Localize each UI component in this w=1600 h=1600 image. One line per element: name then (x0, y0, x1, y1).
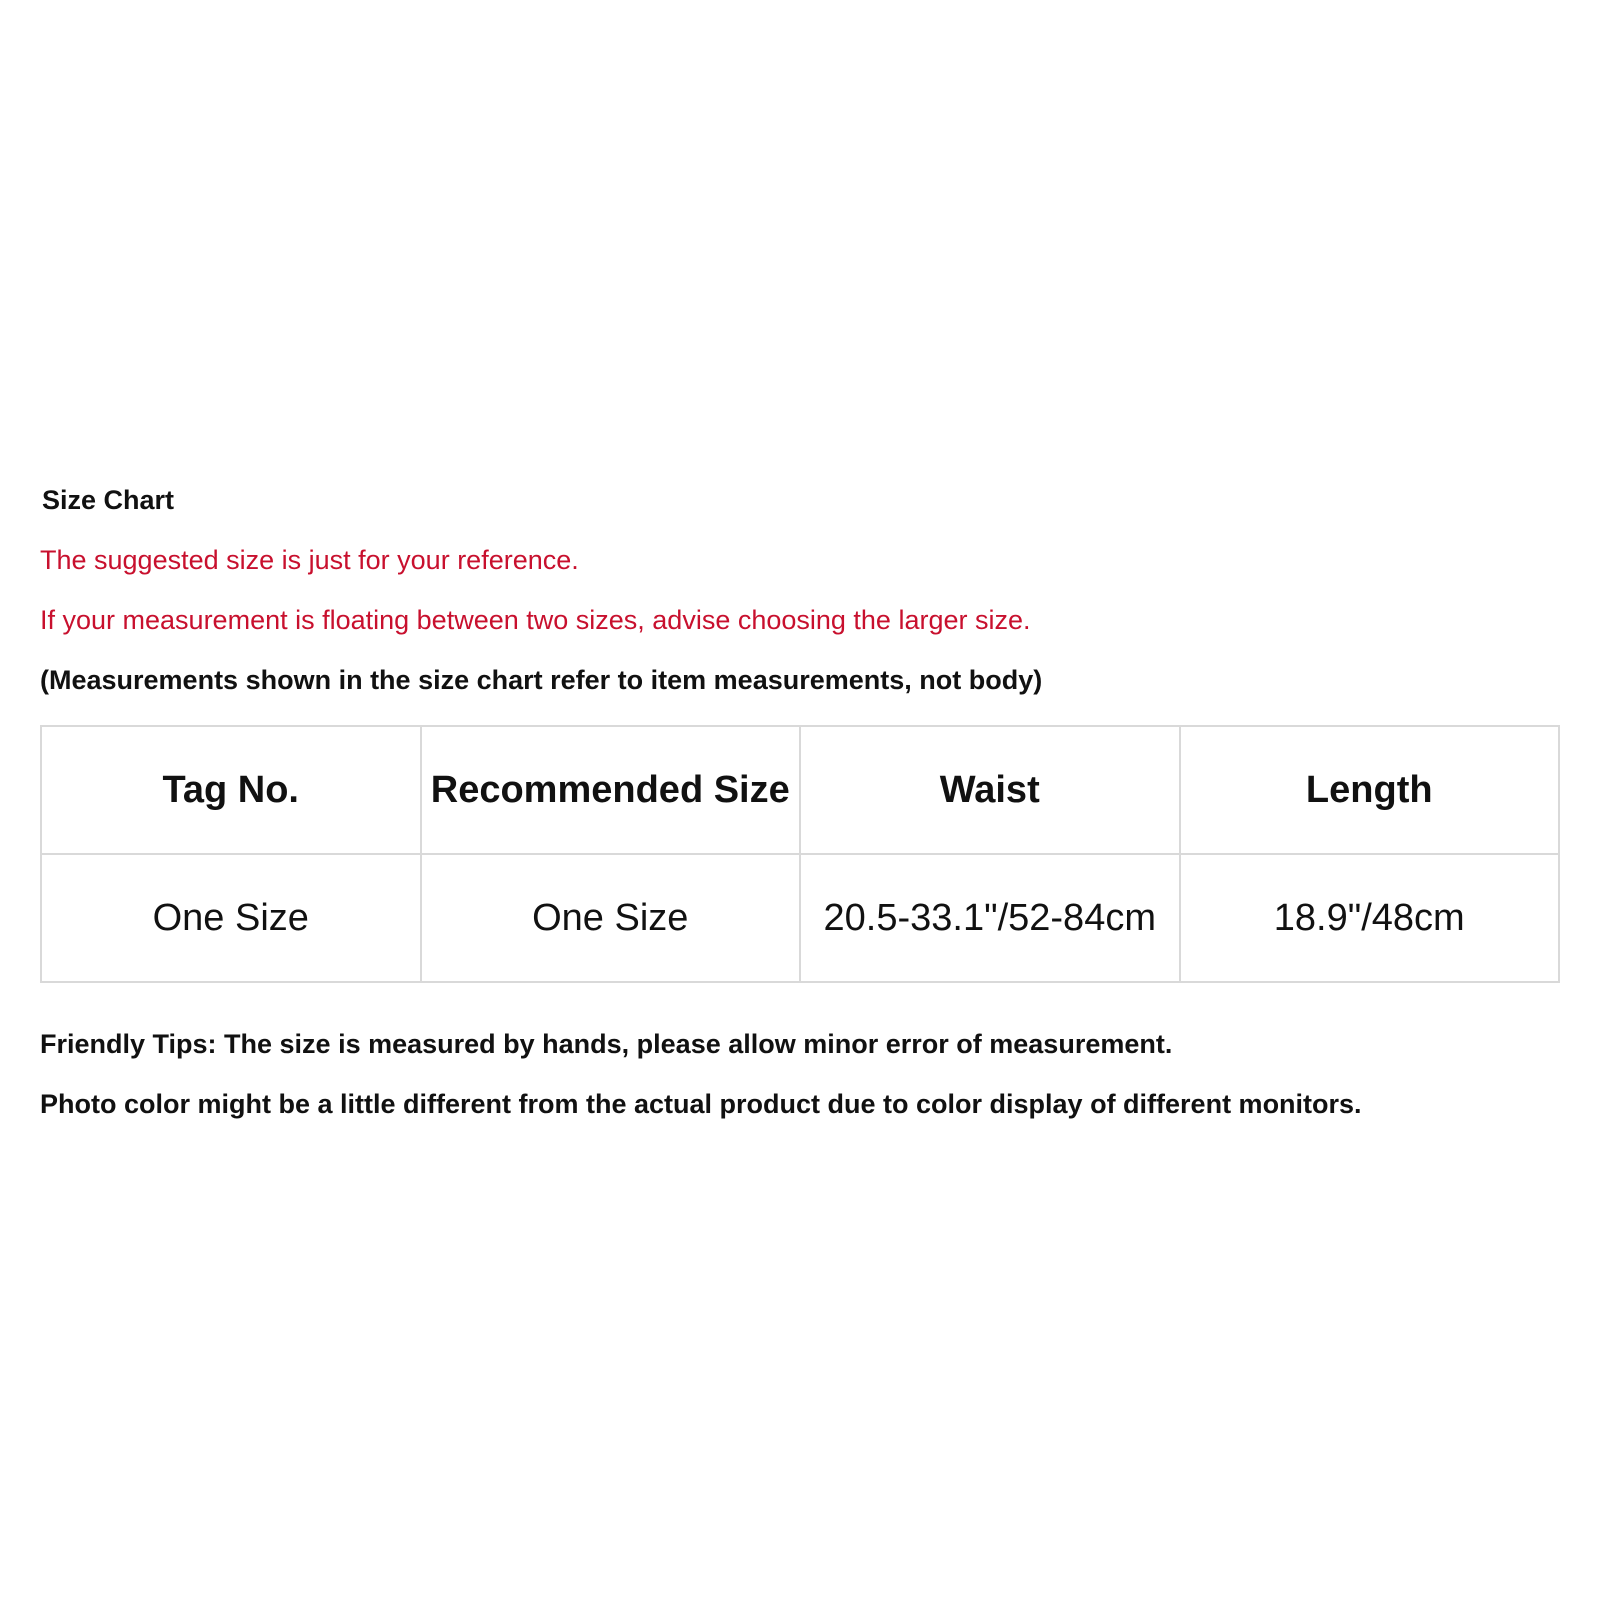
friendly-tip: Friendly Tips: The size is measured by hands, please allow minor error of measurement. (40, 1029, 1173, 1059)
photo-color-tip: Photo color might be a little different from the actual product due to color display of different monitors. (40, 1089, 1362, 1119)
header-length: Length (1180, 726, 1560, 854)
cell-waist: 20.5-33.1"/52-84cm (800, 854, 1180, 982)
reference-note: The suggested size is just for your reference. (40, 545, 579, 575)
measurements-note: (Measurements shown in the size chart refer to item measurements, not body) (40, 665, 1043, 695)
floating-size-note: If your measurement is floating between two sizes, advise choosing the larger size. (40, 605, 1031, 635)
cell-tag-no: One Size (41, 854, 421, 982)
table-header-row (41, 726, 1559, 854)
header-tag-no: Tag No. (41, 726, 421, 854)
page-title: Size Chart (42, 485, 175, 515)
table-row (41, 854, 1559, 982)
size-chart-sheet (40, 485, 1560, 1119)
header-waist: Waist (800, 726, 1180, 854)
size-table (40, 725, 1560, 983)
cell-length: 18.9"/48cm (1180, 854, 1560, 982)
header-recommended-size: Recommended Size (421, 726, 801, 854)
cell-recommended-size: One Size (421, 854, 801, 982)
